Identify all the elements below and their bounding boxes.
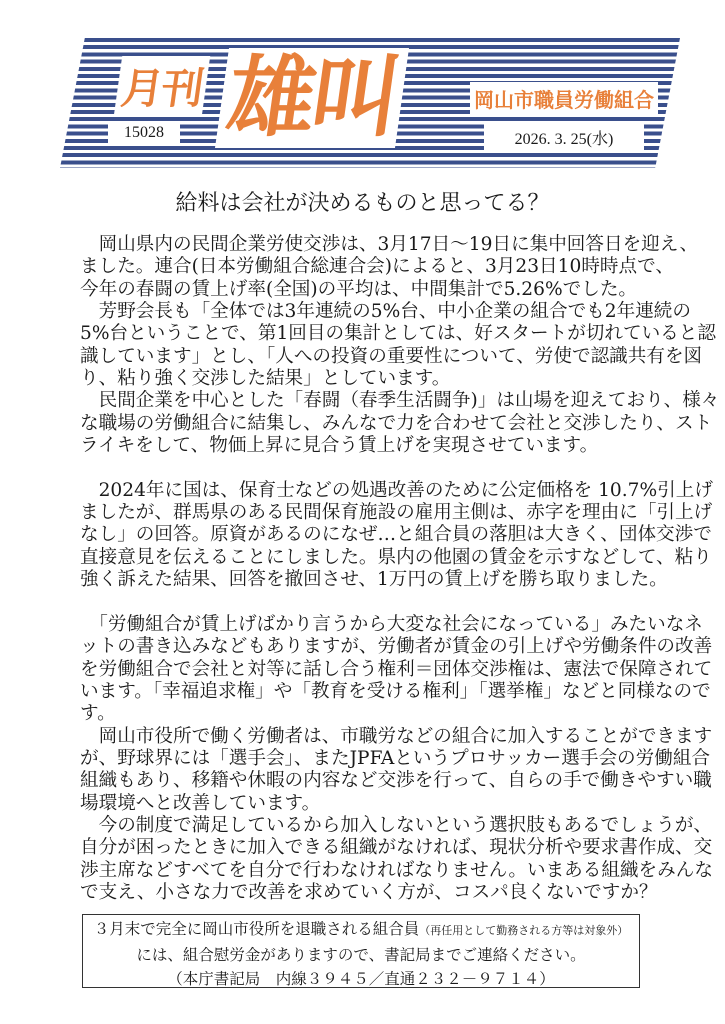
article-body	[80, 234, 720, 904]
union-name: 岡山市職員労働組合	[470, 82, 658, 115]
masthead-logo-title: 雄叫	[215, 48, 409, 148]
article-line: 2024年に国は、保育士などの処遇改善のために公定価格を 10.7%引上げ	[80, 479, 713, 501]
article-line: 識しています」とし、「人への投資の重要性について、労使で認識共有を図	[80, 345, 703, 367]
article-line: ましたが、群馬県のある民間保育施設の雇用主側は、赤字を理由に「引上げ	[80, 502, 713, 524]
article-line: 「労働組合が賃上げばかり言うから大変な社会になっている」みたいなネ	[80, 613, 703, 635]
notice-line-3: （本庁書記局 内線３９４５／直通２３２－９７１４）	[167, 970, 555, 988]
article-line: ットの書き込みなどもありますが、労働者が賃金の引上げや労働条件の改善	[80, 636, 713, 658]
article-line: なし」の回答。原資があるのになぜ…と組合員の落胆は大きく、団体交渉で	[80, 524, 712, 546]
masthead-logo-monthly: 月刊	[114, 56, 210, 116]
article-line: り、粘り強く交渉した結果」としています。	[80, 368, 451, 390]
article-line: が、野球界には「選手会」、またJPFAというプロサッカー選手会の労働組合	[80, 747, 711, 769]
article-line: 渉主席などすべてを自分で行わなければなりません。いまある組織をみんな	[80, 859, 713, 881]
article-line: 場環境へと改善しています。	[80, 792, 321, 814]
article-line	[80, 592, 650, 614]
article-line: 5%台ということで、第1回目の集計としては、好スタートが切れていると認	[80, 323, 716, 345]
article-line: 組織もあり、移籍や休暇の内容など交渉を行って、自らの手で働きやすい職	[80, 770, 712, 792]
article-line: ました。連合(日本労働組合総連合会)によると、3月23日10時時点で、	[80, 256, 674, 278]
notice-line-1-note: （再任用として勤務される方等は対象外）	[419, 924, 629, 937]
notice-line-2: には、組合慰労金がありますので、書記局までご連絡ください。	[136, 946, 586, 964]
notice-line-1	[83, 917, 639, 943]
article-line: で支え、小さな力で改善を求めていく方が、コスパ良くないですか？	[80, 881, 658, 903]
article-line: います。「幸福追求権」や「教育を受ける権利」「選挙権」などと同様なので	[80, 680, 711, 702]
article-line: ライキをして、物価上昇に見合う賃上げを実現させています。	[80, 435, 599, 457]
article-line: な職場の労働組合に結集し、みんなで力を合わせて会社と交渉したり、スト	[80, 412, 713, 434]
article-line: 芳野会長も「全体では3年連続の5%台、中小企業の組合でも2年連続の	[80, 301, 691, 323]
article-line	[80, 457, 650, 479]
article-line: 今の制度で満足しているから加入しないという選択肢もあるでしょうが、	[80, 814, 713, 836]
issue-number: 15028	[108, 122, 180, 144]
article-line: 直接意見を伝えることにしました。県内の他園の賃金を示すなどして、粘り	[80, 546, 712, 568]
article-line: 自分が困ったときに加入できる組織がなければ、現状分析や要求書作成、交	[80, 837, 713, 859]
article-line: 今年の春闘の賃上げ率(全国)の平均は、中間集計で5.26%でした。	[80, 278, 638, 300]
article-line: を労働組合で会社と対等に話し合う権利＝団体交渉権は、憲法で保障されて	[80, 658, 713, 680]
issue-date: 2026. 3. 25(水)	[484, 124, 644, 151]
article-line: す。	[80, 703, 116, 725]
notice-line-1-text: ３月末で完全に岡山市役所を退職される組合員	[93, 920, 420, 938]
notice-box	[82, 914, 640, 988]
article-title: 給料は会社が決めるものと思ってる？	[175, 191, 550, 216]
article-line: 岡山市役所で働く労働者は、市職労などの組合に加入することができます	[80, 725, 713, 747]
article-line: 民間企業を中心とした「春闘（春季生活闘争)」は山場を迎えており、様々	[80, 390, 720, 412]
article-line: 強く訴えた結果、回答を撤回させ、1万円の賃上げを勝ち取りました。	[80, 569, 668, 591]
article-line: 岡山県内の民間企業労使交渉は、3月17日～19日に集中回答日を迎え、	[80, 234, 699, 255]
